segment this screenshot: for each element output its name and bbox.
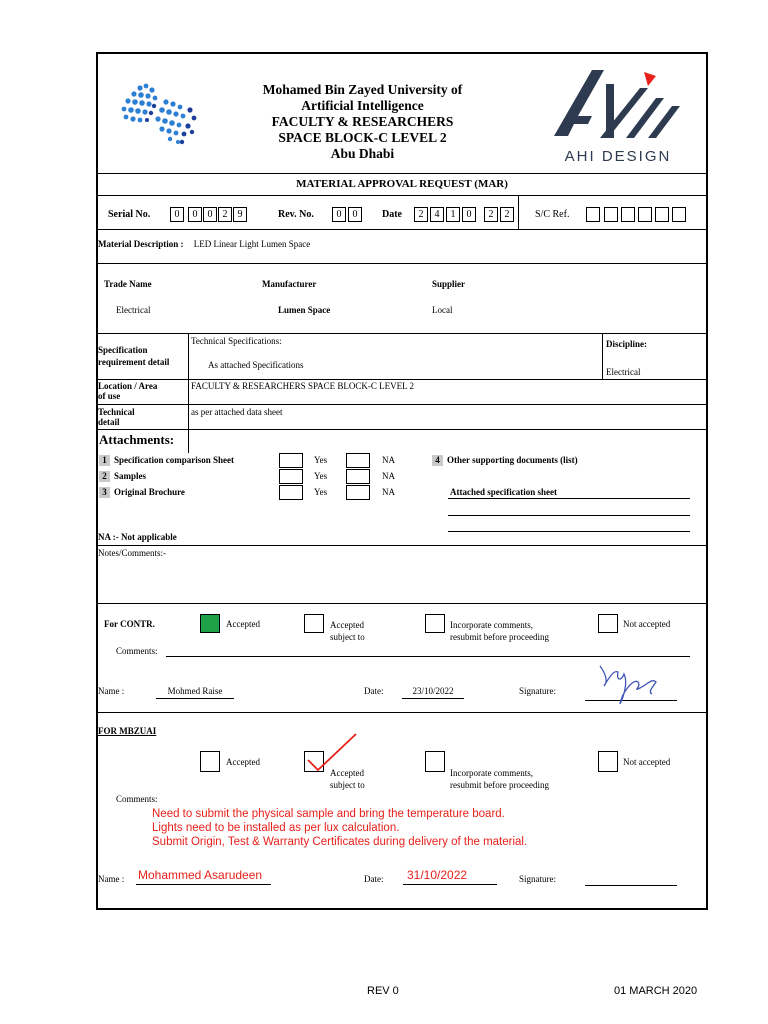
attachment-label: Original Brochure (114, 487, 185, 497)
attachment-3-yes-checkbox[interactable] (279, 485, 303, 500)
mbzuai-name-label: Name : (98, 874, 125, 884)
trade-name-value: Electrical (116, 305, 151, 315)
na-label: NA (382, 471, 395, 481)
contractor-name-label: Name : (98, 686, 125, 696)
not-accepted-label: Not accepted (623, 619, 671, 629)
footer-rev: REV 0 (367, 985, 399, 997)
mbzuai-comments-label: Comments: (116, 794, 158, 804)
attachment-label: Other supporting documents (list) (447, 455, 578, 465)
incorporate-label-1: Incorporate comments, (450, 620, 533, 630)
supplier-label: Supplier (432, 279, 466, 289)
mbzuai-signature-label: Signature: (519, 874, 556, 884)
yes-label: Yes (314, 471, 328, 481)
accepted-subject-label-2: subject to (330, 780, 365, 790)
contractor-date-value: 23/10/2022 (412, 686, 454, 696)
header-line-4: SPACE BLOCK-C LEVEL 2 (278, 130, 447, 145)
accepted-subject-label-2: subject to (330, 632, 365, 642)
date-digit[interactable]: 0 (462, 207, 476, 222)
accepted-subject-label-1: Accepted (330, 768, 364, 778)
mbzuai-date-label: Date: (364, 874, 384, 884)
discipline-value: Electrical (606, 367, 641, 377)
contractor-signature-label: Signature: (519, 686, 556, 696)
attachment-2-na-checkbox[interactable] (346, 469, 370, 484)
trade-name-label: Trade Name (104, 279, 152, 289)
mbzuai-incorporate-checkbox[interactable] (425, 751, 445, 772)
sc-ref-box[interactable] (655, 207, 669, 222)
date-digit[interactable]: 1 (446, 207, 460, 222)
yes-label: Yes (314, 487, 328, 497)
technical-detail-label-1: Technical (98, 407, 135, 417)
accepted-label: Accepted (226, 757, 260, 767)
attachment-2-yes-checkbox[interactable] (279, 469, 303, 484)
comment-line: Need to submit the physical sample and bring the temperature board. (152, 808, 505, 820)
contractor-signature-icon (594, 652, 664, 712)
accepted-subject-label-1: Accepted (330, 620, 364, 630)
sc-ref-label: S/C Ref. (535, 209, 570, 220)
supplier-value: Local (432, 305, 453, 315)
contractor-incorporate-checkbox[interactable] (425, 614, 445, 633)
attachment-item-3 (99, 487, 185, 498)
sc-ref-box[interactable] (621, 207, 635, 222)
header-line-3: FACULTY & RESEARCHERS (271, 114, 454, 129)
attachment-1-na-checkbox[interactable] (346, 453, 370, 468)
mbzuai-not-accepted-checkbox[interactable] (598, 751, 618, 772)
contractor-comments-label: Comments: (116, 646, 158, 656)
header-line-2: Artificial Intelligence (301, 98, 424, 113)
serial-digit[interactable]: 0 (188, 207, 202, 222)
attachment-number: 2 (99, 471, 110, 482)
footer-date: 01 MARCH 2020 (614, 985, 698, 997)
na-label: NA (382, 455, 395, 465)
accepted-label: Accepted (226, 619, 260, 629)
serial-digit[interactable]: 0 (170, 207, 184, 222)
notes-label: Notes/Comments:- (98, 548, 166, 558)
location-value: FACULTY & RESEARCHERS SPACE BLOCK-C LEVEL 2 (191, 381, 415, 391)
manufacturer-value: Lumen Space (278, 305, 331, 315)
material-description-label: Material Description : (98, 239, 184, 249)
discipline-label: Discipline: (606, 339, 648, 349)
attachment-item-4 (432, 455, 578, 466)
attachment-item-2 (99, 471, 146, 482)
serial-digit[interactable]: 2 (218, 207, 232, 222)
serial-digit[interactable]: 9 (233, 207, 247, 222)
attachment-number: 4 (432, 455, 443, 466)
date-label: Date (382, 209, 402, 220)
attachment-label: Specification comparison Sheet (114, 455, 234, 465)
date-digit[interactable]: 4 (430, 207, 444, 222)
mbzuai-accepted-checkbox[interactable] (200, 751, 220, 772)
rev-digit[interactable]: 0 (332, 207, 346, 222)
mbzuai-comments (152, 807, 527, 849)
yes-label: Yes (314, 455, 328, 465)
contractor-date-label: Date: (364, 686, 384, 696)
date-digit[interactable]: 2 (414, 207, 428, 222)
form-title: MATERIAL APPROVAL REQUEST (MAR) (296, 178, 508, 190)
spec-label-1: Specification (98, 345, 148, 355)
contractor-accepted-checkbox[interactable] (200, 614, 220, 633)
tech-spec-label: Technical Specifications: (191, 336, 282, 346)
mbzuai-date-value: 31/10/2022 (407, 868, 468, 882)
contractor-not-accepted-checkbox[interactable] (598, 614, 618, 633)
technical-detail-value: as per attached data sheet (191, 407, 283, 417)
attachment-1-yes-checkbox[interactable] (279, 453, 303, 468)
attachment-number: 1 (99, 455, 110, 466)
location-label-2: of use (98, 391, 121, 401)
incorporate-label-2: resubmit before proceeding (450, 780, 549, 790)
contractor-accepted-subject-checkbox[interactable] (304, 614, 324, 633)
na-note: NA :- Not applicable (98, 532, 177, 542)
mbzuai-logo-icon (118, 82, 200, 148)
technical-detail-label-2: detail (98, 417, 120, 427)
attachment-3-na-checkbox[interactable] (346, 485, 370, 500)
attachment-label: Samples (114, 471, 147, 481)
mbzuai-label: FOR MBZUAI (98, 726, 157, 736)
spec-label-2: requirement detail (98, 357, 170, 367)
location-label-1: Location / Area (98, 381, 158, 391)
ahi-design-logo-icon (548, 64, 688, 148)
header-line-1: Mohamed Bin Zayed University of (262, 82, 463, 97)
header-line-5: Abu Dhabi (330, 146, 395, 161)
other-documents-value: Attached specification sheet (450, 487, 557, 497)
comment-line: Submit Origin, Test & Warranty Certificates during delivery of the material. (152, 836, 528, 848)
attachment-number: 3 (99, 487, 110, 498)
date-digit[interactable]: 2 (500, 207, 514, 222)
na-label: NA (382, 487, 395, 497)
not-accepted-label: Not accepted (623, 757, 671, 767)
incorporate-label-1: Incorporate comments, (450, 768, 533, 778)
manufacturer-label: Manufacturer (262, 279, 317, 289)
incorporate-label-2: resubmit before proceeding (450, 632, 549, 642)
contractor-label: For CONTR. (104, 619, 155, 629)
sc-ref-box[interactable] (638, 207, 652, 222)
header-title (230, 82, 495, 162)
sc-ref-box[interactable] (604, 207, 618, 222)
sc-ref-box[interactable] (672, 207, 686, 222)
comment-line: Lights need to be installed as per lux calculation. (152, 822, 400, 834)
serial-digit[interactable]: 0 (203, 207, 217, 222)
material-description-value: LED Linear Light Lumen Space (193, 239, 311, 249)
sc-ref-box[interactable] (586, 207, 600, 222)
rev-digit[interactable]: 0 (348, 207, 362, 222)
date-digit[interactable]: 2 (484, 207, 498, 222)
ahi-design-logo-text: AHI DESIGN (564, 148, 672, 165)
attachments-title: Attachments: (99, 432, 175, 447)
serial-label: Serial No. (108, 209, 151, 220)
rev-label: Rev. No. (278, 209, 314, 220)
contractor-name-value: Mohmed Raise (167, 686, 223, 696)
attachment-item-1 (99, 455, 234, 466)
tech-spec-value: As attached Specifications (208, 360, 304, 370)
mbzuai-name-value: Mohammed Asarudeen (138, 868, 263, 882)
